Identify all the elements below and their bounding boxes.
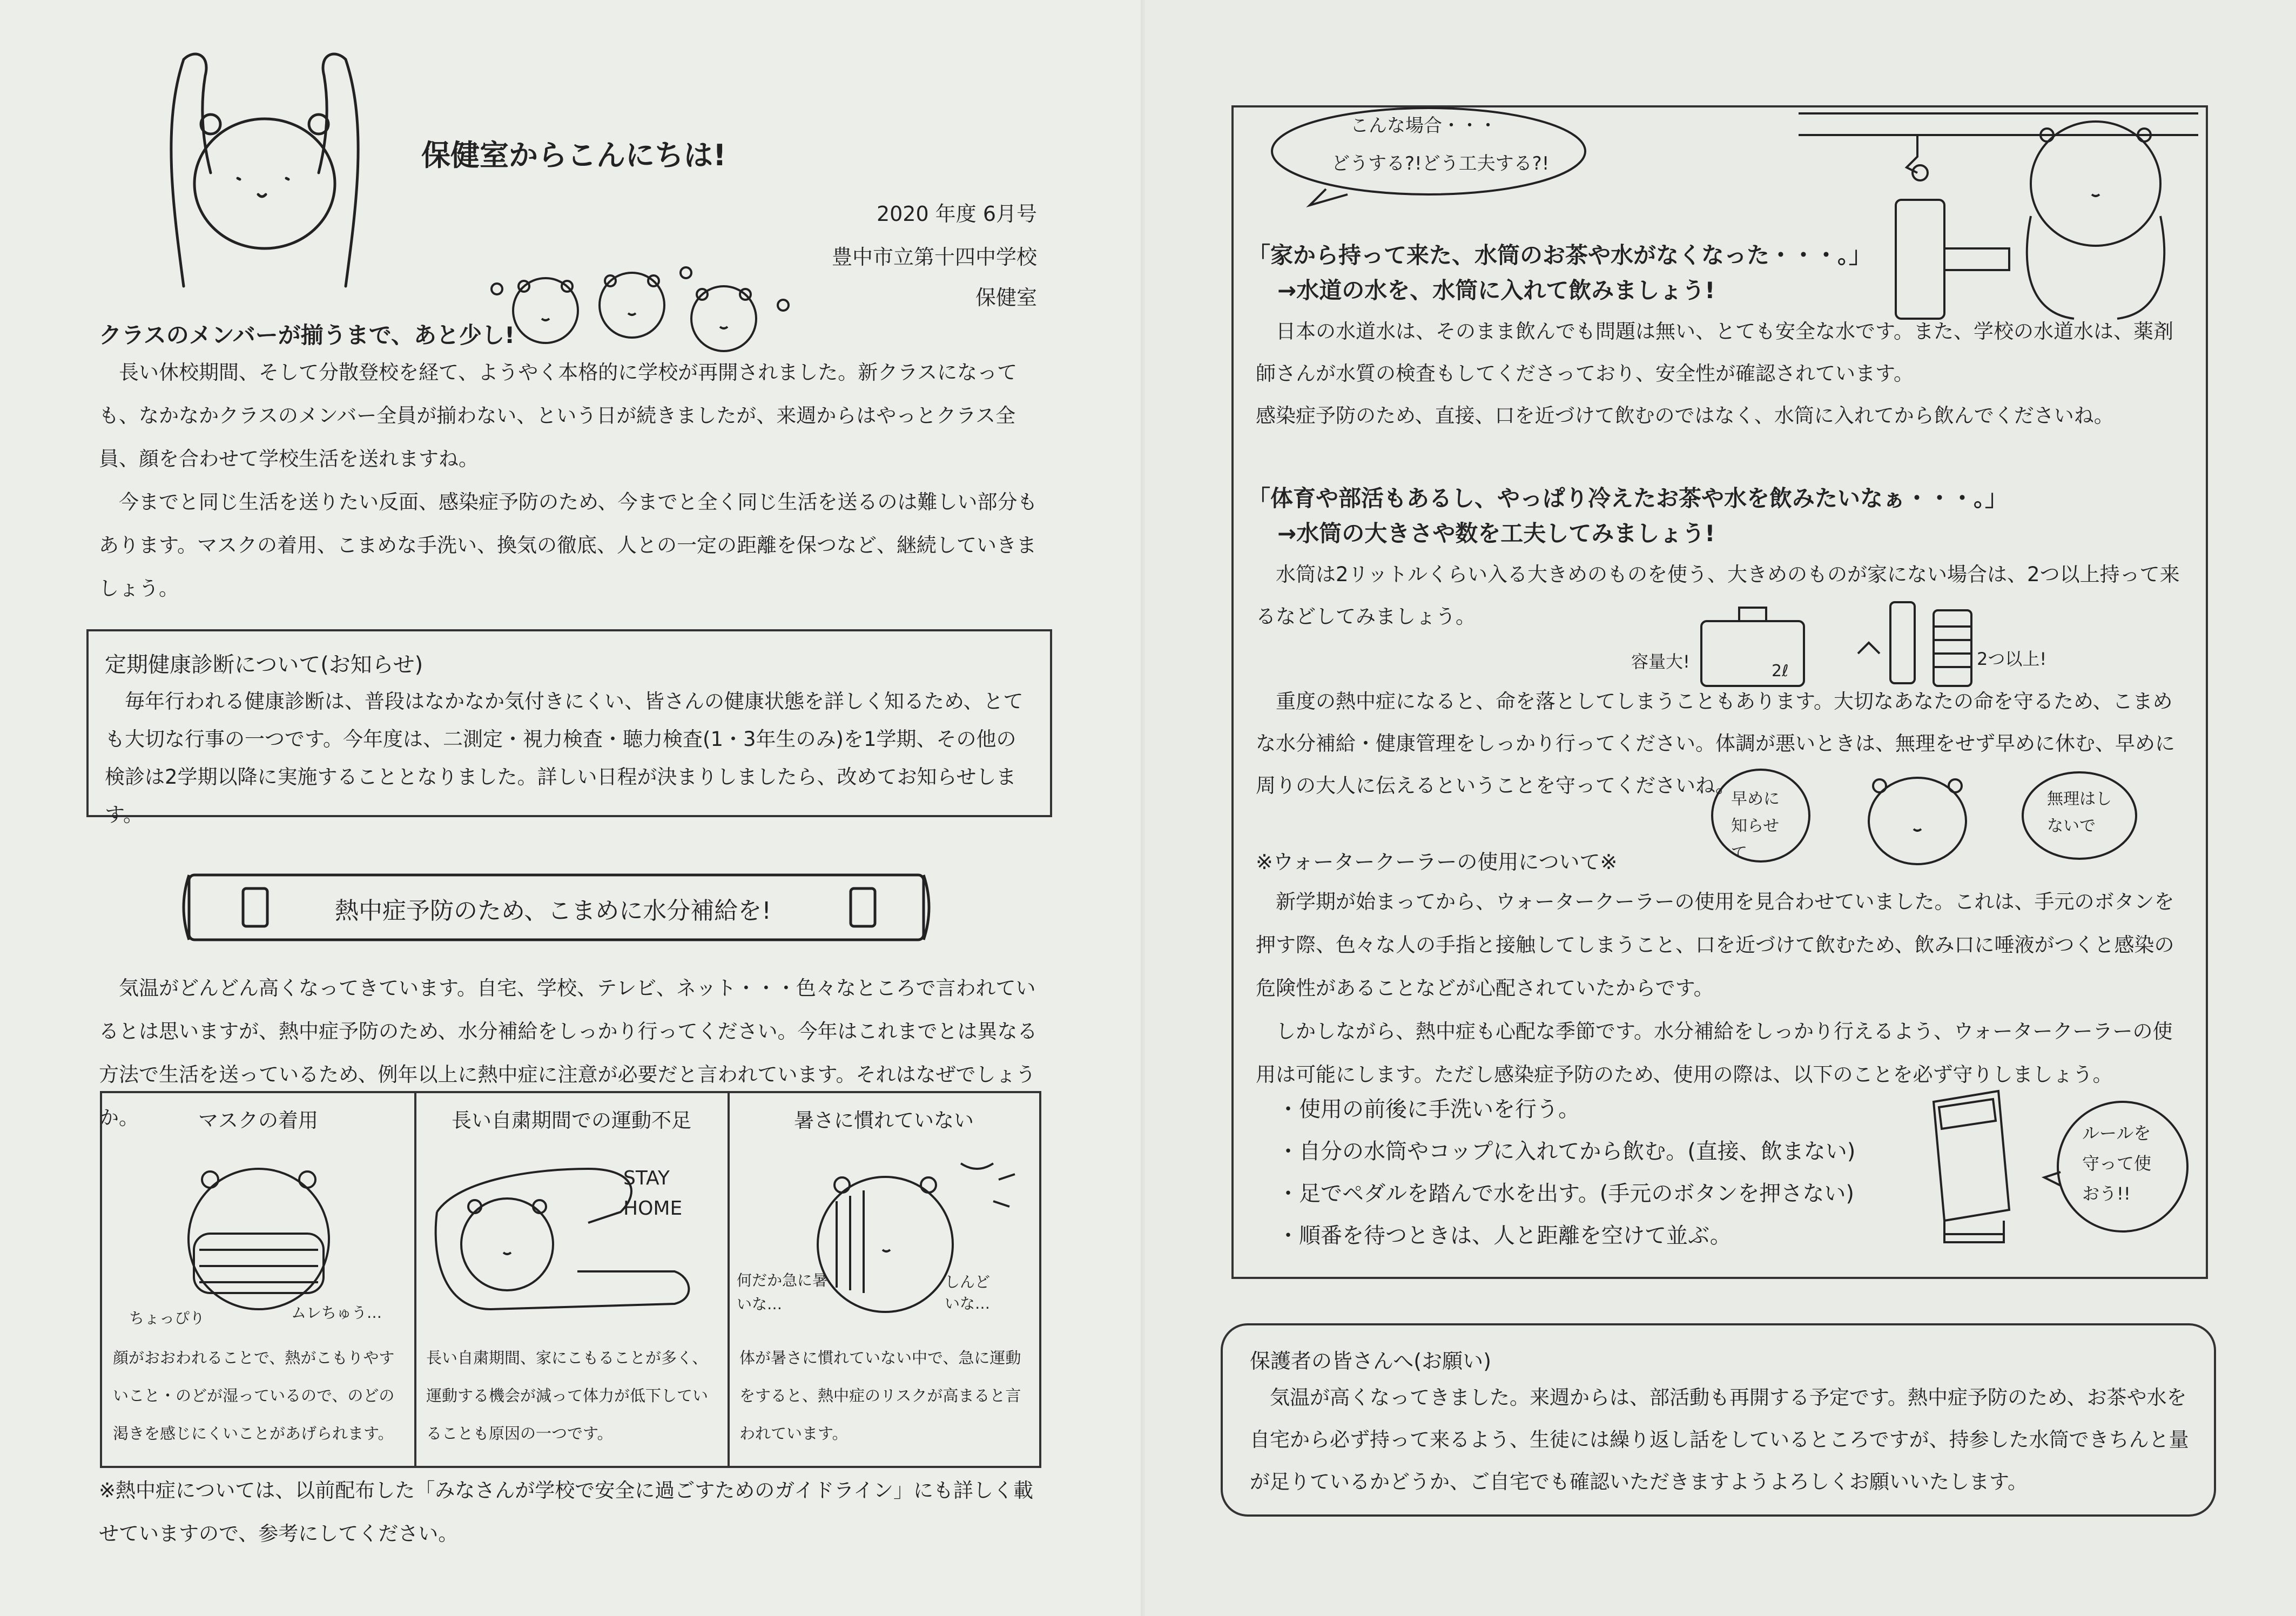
bottle-2l-label: 2ℓ [1772, 662, 1789, 681]
parents-request-box [1221, 1323, 2216, 1517]
class-paragraph-1: 長い休校期間、そして分散登校を経て、ようやく本格的に学校が再開されました。新クラスになっても、なかなかクラスのメンバー全員が揃わない、という日が続きましたが、来週からはやっとクラス全員、顔を合わせて学校生活を送れますね。 [99, 361, 1018, 470]
class-heading: クラスのメンバーが揃うまで、あと少し! [99, 322, 515, 348]
cooler-heading: ※ウォータークーラーの使用について※ [1256, 850, 1618, 874]
bubble-line-1: こんな場合・・・ [1350, 115, 1497, 137]
case1-heading: 「家から持って来た、水筒のお茶や水がなくなった・・・。」 [1248, 242, 1872, 268]
cell-mask-text: 顔がおおわれることで、熱がこもりやすいこと・のどが湿っているので、のどの渇きを感じにくいことがあげられます。 [113, 1349, 395, 1443]
cell-exercise-title: 長い自粛期間での運動不足 [452, 1109, 691, 1132]
parents-text: 気温が高くなってきました。来週からは、部活動も再開する予定です。熱中症予防のため、お茶や水を自宅から必ず持って来るよう、生徒には繰り返し話をしているところですが、持参した水筒できちんと量が足りているかどうか、ご自宅でも確認いただきますようよろしくお願いいたします。 [1250, 1386, 2189, 1493]
checkup-text: 毎年行われる健康診断は、普段はなかなか気付きにくい、皆さんの健康状態を詳しく知るため、とても大切な行事の一つです。今年度は、二測定・視力検査・聴力検査(1・3年生のみ)を1学期、その他の検診は2学期以降に実施することとなりました。詳しい日程が決まりしましたら、改めてお知らせします。 [105, 690, 1024, 826]
checkup-notice-box [86, 629, 1052, 826]
rule-item: ・順番を待つときは、人と距離を空けて並ぶ。 [1277, 1223, 1732, 1248]
page-title: 保健室からこんにちは! [421, 138, 726, 172]
bubble-dont-overdo: 無理はしないで [2047, 790, 2112, 836]
left-page [0, 0, 1145, 1616]
case2-text: 水筒は2リットルくらい入る大きめのものを使う、大きめのものが家にない場合は、2つ以上持って来るなどしてみましょう。 [1256, 563, 2180, 628]
cell-heat-text: 体が暑さに慣れていない中で、急に運動をすると、熱中症のリスクが高まると言われています。 [739, 1349, 1021, 1443]
case2-heading: 「体育や部活もあるし、やっぱり冷えたお茶や水を飲みたいなぁ・・・。」 [1248, 485, 2008, 511]
banner-text: 熱中症予防のため、こまめに水分補給を! [335, 897, 771, 925]
bubble-early: 早めに知らせて [1731, 790, 1780, 863]
bubble-rules: ルールを守って使おう!! [2082, 1123, 2152, 1204]
right-page [1145, 0, 2296, 1616]
issue-date: 2020 年度 6月号 [876, 202, 1037, 226]
class-paragraph-2: 今までと同じ生活を送りたい反面、感染症予防のため、今までと全く同じ生活を送るのは難しい部分もあります。マスクの着用、こまめな手洗い、換気の徹底、人との一定の距離を保つなど、継続していきましょう。 [99, 490, 1038, 600]
school-name: 豊中市立第十四中学校 [831, 245, 1037, 269]
heat-footnote: ※熱中症については、以前配布した「みなさんが学校で安全に過ごすためのガイドライン」にも詳しく載せていますので、参考にしてください。 [99, 1479, 1034, 1545]
rule-item: ・足でペダルを踏んで水を出す。(手元のボタンを押さない) [1277, 1181, 1855, 1206]
case1-text-2: 感染症予防のため、直接、口を近づけて飲むのではなく、水筒に入れてから飲んでくださいね。 [1256, 404, 2114, 427]
capacity-label: 容量大! [1631, 651, 1690, 672]
cell-heat-title: 暑さに慣れていない [794, 1109, 974, 1132]
parents-heading: 保護者の皆さんへ(お願い) [1250, 1349, 1491, 1373]
bubble-line-2: どうする?!どう工夫する?! [1331, 153, 1550, 174]
cell-mask-sfx-right: ムレちゅう… [291, 1304, 382, 1322]
class-paragraphs [99, 351, 1044, 610]
rule-item: ・自分の水筒やコップに入れてから飲む。(直接、飲まない) [1277, 1139, 1856, 1164]
cell-heat-sfx-right: しんどいな… [945, 1273, 991, 1312]
severe-text: 重度の熱中症になると、命を落としてしまうこともあります。大切なあなたの命を守るため、こまめな水分補給・健康管理をしっかり行ってください。体調が悪いときは、無理をせず早めに休む、早めに周りの大人に伝えるということを守ってくださいね。 [1256, 690, 2175, 797]
cooler-text-1: 新学期が始まってから、ウォータークーラーの使用を見合わせていました。これは、手元のボタンを押す際、色々な人の手指と接触してしまうこと、口を近づけて飲むため、飲み口に唾液がつくと感染の危険性があることなどが心配されていたからです。 [1256, 890, 2174, 1000]
causes-table [100, 1091, 1041, 1468]
rule-item: ・使用の前後に手洗いを行う。 [1277, 1097, 1580, 1122]
masked-bear-icon [172, 1153, 345, 1315]
case1-subheading: →水道の水を、水筒に入れて飲みましょう! [1277, 277, 1715, 304]
cell-exercise-sfx: STAY HOME [623, 1167, 683, 1220]
cooler-text-2: しかしながら、熱中症も心配な季節です。水分補給をしっかり行えるよう、ウォータークーラーの使用は可能にします。ただし感染症予防のため、使用の際は、以下のことを必ず守りしましょう。 [1256, 1020, 2173, 1086]
three-bears-illustration [486, 267, 789, 359]
checkup-heading: 定期健康診断について(お知らせ) [105, 652, 423, 677]
case2-subheading: →水筒の大きさや数を工夫してみましょう! [1277, 520, 1715, 547]
cell-exercise-text: 長い自粛期間、家にこもることが多く、運動する機会が減って体力が低下していることも原因の一つです。 [426, 1349, 709, 1443]
heat-paragraph: 気温がどんどん高くなってきています。自宅、学校、テレビ、ネット・・・色々なところで言われているとは思いますが、熱中症予防のため、水分補給をしっかり行ってください。今年はこれまでとは異なる方法で生活を送っているため、例年以上に熱中症に注意が必要だと言われています。それはなぜでしょうか。 [99, 977, 1038, 1129]
bear-arms-up-illustration [151, 43, 378, 302]
case1-text: 日本の水道水は、そのまま飲んでも問題は無い、とても安全な水です。また、学校の水道水は、薬剤師さんが水質の検査もしてくださっており、安全性が確認されています。 [1256, 320, 2174, 385]
cell-mask-title: マスクの着用 [198, 1109, 318, 1132]
cooler-rules-list [1277, 1088, 1979, 1257]
faucet-bear-illustration [1793, 108, 2204, 324]
cell-mask-sfx-left: ちょっぴり [129, 1309, 205, 1327]
office-name: 保健室 [975, 286, 1037, 309]
two-or-more-label: 2つ以上! [1977, 649, 2047, 669]
cell-heat-sfx-left: 何だか急に暑いな… [737, 1271, 828, 1313]
